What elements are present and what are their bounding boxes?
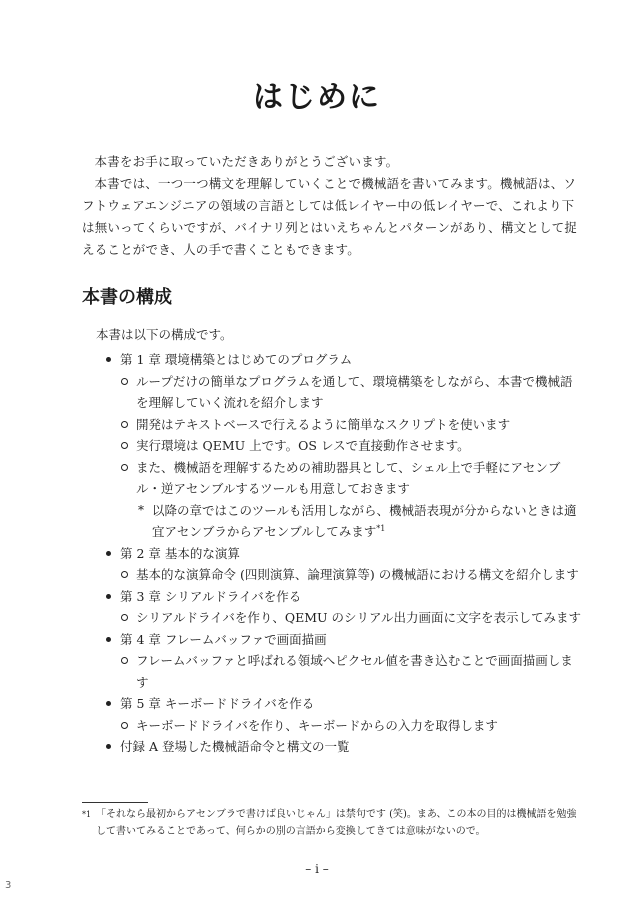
sub-item: 実行環境は QEMU 上です。OS レスで直接動作させます。 xyxy=(120,435,582,457)
intro-paragraph: 本書では、一つ一つ構文を理解していくことで機械語を書いてみます。機械語は、ソフトウェアエンジニアの領域の言語としては低レイヤー中の低レイヤーで、これより下は無いってくらいですが、バイナリ列とはいえちゃんとパターンがあり、構文として捉えることができ、人の手で書くこともできます。 xyxy=(82,176,578,257)
sub-item: 開発はテキストベースで行えるように簡単なスクリプトを使います xyxy=(120,414,582,436)
chapter-sub-list xyxy=(120,564,582,586)
chapter-list xyxy=(104,349,582,758)
sub-item: ループだけの簡単なプログラムを通して、環境構築をしながら、本書で機械語を理解していく流れを紹介します xyxy=(120,371,582,414)
chapter-item xyxy=(104,349,582,543)
chapter-item xyxy=(104,736,582,758)
chapter-label: 第 1 章 環境構築とはじめてのプログラム xyxy=(120,352,353,367)
chapter-label: 第 3 章 シリアルドライバを作る xyxy=(120,588,302,604)
footnote-divider xyxy=(82,802,148,803)
margin-number: 3 xyxy=(5,880,12,891)
chapter-item xyxy=(104,543,582,586)
chapter-sub-list xyxy=(120,607,582,629)
chapter-label: 第 2 章 基本的な演算 xyxy=(120,545,240,561)
intro-paragraph: 本書をお手に取っていただきありがとうございます。 xyxy=(94,154,399,169)
sub-item: 基本的な演算命令 (四則演算、論理演算等) の機械語における構文を紹介します xyxy=(120,564,582,586)
footnote-text: 「それなら最初からアセンブラで書けば良いじゃん」は禁句です (笑)。まあ、この本の目的は機械語を勉強して書いてみることであって、何らかの別の言語から変換してきては意味がないので。 xyxy=(96,809,577,837)
chapter-sub-list xyxy=(120,715,582,737)
chapter-label: 第 4 章 フレームバッファで画面描画 xyxy=(120,631,327,647)
chapter-sub-list xyxy=(120,371,582,543)
chapter-item xyxy=(104,693,582,736)
section-heading: 本書の構成 xyxy=(82,287,172,308)
subsub-item-text: 以降の章ではこのツールも活用しながら、機械語表現が分からないときは適宜アセンブラからアセンブルしてみます xyxy=(152,502,577,539)
footnote xyxy=(82,806,582,840)
sub-item: フレームバッファと呼ばれる領域へピクセル値を書き込むことで画面描画します xyxy=(120,650,582,693)
sub-item xyxy=(120,457,582,543)
page-number: – i – xyxy=(305,862,329,876)
page-title: はじめに xyxy=(253,80,381,115)
sub-item: キーボードドライバを作り、キーボードからの入力を取得します xyxy=(120,715,582,737)
sub-item: シリアルドライバを作り、QEMU のシリアル出力画面に文字を表示してみます xyxy=(120,607,582,629)
footnote-ref[interactable]: *1 xyxy=(376,523,386,533)
subsub-item xyxy=(136,500,582,543)
chapter-sub-list xyxy=(120,650,582,693)
chapter-label: 第 5 章 キーボードドライバを作る xyxy=(120,696,315,711)
intro-section xyxy=(82,151,582,261)
chapter-subsub-list xyxy=(136,500,582,543)
footnote-mark: *1 xyxy=(82,810,92,819)
sub-item-text: また、機械語を理解するための補助器具として、シェル上で手軽にアセンブル・逆アセンブルするツールも用意しておきます xyxy=(136,459,561,496)
chapter-item xyxy=(104,586,582,629)
chapter-label: 付録 A 登場した機械語命令と構文の一覧 xyxy=(120,739,350,754)
chapter-item xyxy=(104,629,582,694)
section-lead: 本書は以下の構成です。 xyxy=(96,327,233,342)
